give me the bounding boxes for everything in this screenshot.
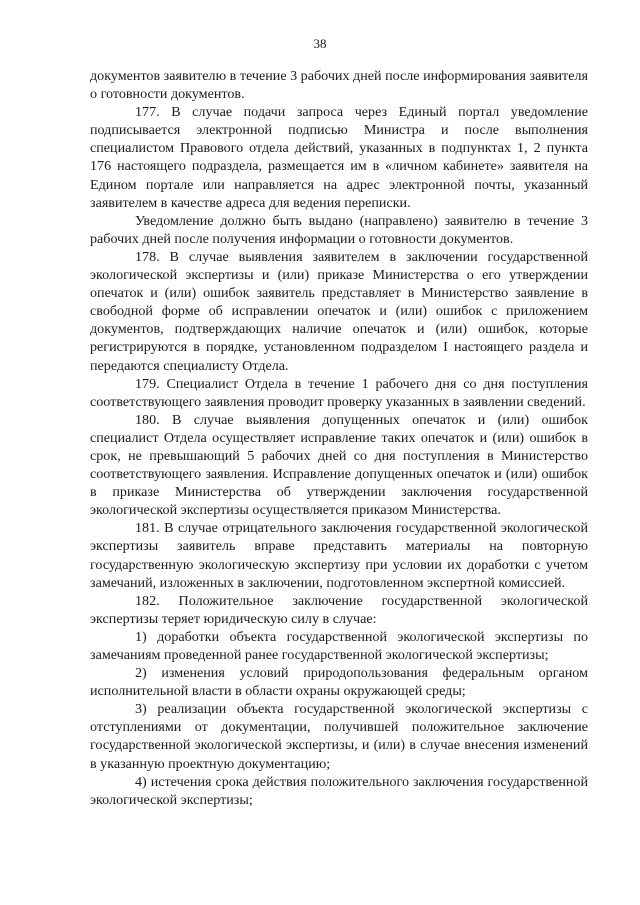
list-item-4: 4) истечения срока действия положительного заключения государственной экологической экспертизы; xyxy=(90,773,588,808)
list-item-2: 2) изменения условий природопользования федеральным органом исполнительной власти в области охраны окружающей среды; xyxy=(90,665,588,700)
document-body xyxy=(90,67,588,809)
paragraph-continuation: документов заявителю в течение 3 рабочих дней после информирования заявителя о готовности документов. xyxy=(90,68,588,103)
list-item-1: 1) доработки объекта государственной экологической экспертизы по замечаниям проведенной ранее государственной экологической экспертизы; xyxy=(90,628,588,663)
paragraph-notice-deadline: Уведомление должно быть выдано (направлено) заявителю в течение 3 рабочих дней после получения информации о готовности документов. xyxy=(90,212,588,247)
paragraph-179: 179. Специалист Отдела в течение 1 рабочего дня со дня поступления соответствующего заявления проводит проверку указанных в заявлении сведений. xyxy=(90,375,588,410)
paragraph-178: 178. В случае выявления заявителем в заключении государственной экологической экспертизы и (или) приказе Министерства о его утверждении опечаток и (или) ошибок заявитель представляет в Министерство заявление в свободной форме об исправлении опечаток и (или) ошибок с приложением документов, подтверждающих наличие опечаток и (или) ошибок, которые регистрируются в порядке, установленном подразделом I настоящего раздела и передаются специалисту Отдела. xyxy=(90,248,588,374)
paragraph-182: 182. Положительное заключение государственной экологической экспертизы теряет юридическую силу в случае: xyxy=(90,592,588,627)
paragraph-180: 180. В случае выявления допущенных опечаток и (или) ошибок специалист Отдела осуществляет исправление таких опечаток и (или) ошибок в срок, не превышающий 5 рабочих дней со дня поступления в Министерство соответствующего заявления. Исправление допущенных опечаток и (или) ошибок в приказе Министерства об утверждении заключения государственной экологической экспертизы осуществляется приказом Министерства. xyxy=(90,411,588,519)
paragraph-177: 177. В случае подачи запроса через Единый портал уведомление подписывается электронной подписью Министра и после выполнения специалистом Правового отдела действий, указанных в подпунктах 1, 2 пункта 176 настоящего подраздела, размещается им в «личном кабинете» заявителя на Едином портале или направляется на адрес электронной почты, указанный заявителем в качестве адреса для ведения переписки. xyxy=(90,104,588,211)
list-item-3: 3) реализации объекта государственной экологической экспертизы с отступлениями от документации, получившей положительное заключение государственной экологической экспертизы, и (или) в случае внесения изменений в указанную проектную документацию; xyxy=(90,701,588,772)
page-number: 38 xyxy=(313,36,327,51)
paragraph-181: 181. В случае отрицательного заключения государственной экологической экспертизы заявитель вправе представить материалы на повторную государственную экологическую экспертизу при условии их доработки с учетом замечаний, изложенных в заключении, подготовленном экспертной комиссией. xyxy=(90,520,588,591)
